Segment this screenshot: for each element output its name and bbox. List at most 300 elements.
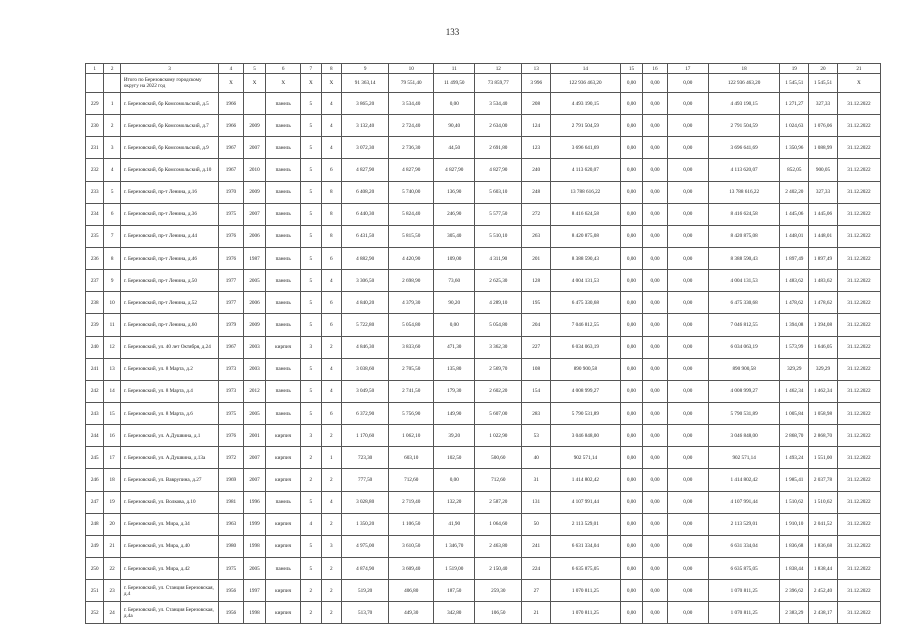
cell-col-13: 31 [522, 469, 551, 491]
page-number: 133 [445, 27, 460, 37]
cell-col-13: 248 [522, 181, 551, 203]
cell-col-12: 1 022,90 [475, 425, 522, 447]
cell-col-15: 0,00 [620, 469, 643, 491]
cell-col-7: 5 [301, 115, 321, 137]
cell-col-1: 1 [86, 64, 104, 74]
cell-col-21: X [837, 74, 880, 93]
cell-col-6: панель [266, 181, 301, 203]
cell-col-1: 230 [86, 115, 104, 137]
cell-col-18: 6 635 875,05 [708, 557, 780, 579]
cell-col-10: 449,30 [389, 602, 434, 624]
cell-col-13: 123 [522, 137, 551, 159]
cell-col-15: 0,00 [620, 358, 643, 380]
cell-col-19: 2 402,20 [780, 181, 809, 203]
cell-col-3: г. Березовский, ул. 8 Марта, д.4 [120, 380, 218, 402]
cell-col-16: 0,00 [643, 314, 668, 336]
cell-col-20: 2 452,40 [809, 580, 838, 602]
cell-col-18: 3 046 848,00 [708, 425, 780, 447]
cell-col-19: 1 024,63 [780, 115, 809, 137]
cell-col-13: 27 [522, 580, 551, 602]
cell-col-5: 2005 [243, 557, 266, 579]
cell-col-4: 1979 [219, 314, 244, 336]
cell-col-13: 241 [522, 535, 551, 557]
cell-col-10: 4 420,90 [389, 247, 434, 269]
cell-col-15: 0,00 [620, 314, 643, 336]
cell-col-13: 108 [522, 358, 551, 380]
cell-col-20: 1 838,44 [809, 557, 838, 579]
cell-col-18: 7 046 812,55 [708, 314, 780, 336]
cell-col-14: 2 791 504,59 [551, 115, 621, 137]
cell-col-15: 0,00 [620, 491, 643, 513]
cell-col-6: панель [266, 314, 301, 336]
cell-col-16: 0,00 [643, 247, 668, 269]
cell-col-21: 31.12.2022 [837, 314, 880, 336]
cell-col-2: 17 [104, 447, 120, 469]
cell-col-7: 7 [301, 64, 321, 74]
cell-col-6: кирпич [266, 580, 301, 602]
cell-col-8: 4 [321, 380, 341, 402]
cell-col-4: 1967 [219, 159, 244, 181]
cell-col-10: 5 815,50 [389, 225, 434, 247]
cell-col-19: 1 510,62 [780, 491, 809, 513]
cell-col-19: 852,05 [780, 159, 809, 181]
cell-col-18: 4 493 190,15 [708, 93, 780, 115]
cell-col-21: 31.12.2022 [837, 535, 880, 557]
cell-col-2: 2 [104, 115, 120, 137]
cell-col-21: 31.12.2022 [837, 270, 880, 292]
cell-col-17: 0,00 [667, 358, 708, 380]
cell-col-17: 0,00 [667, 93, 708, 115]
cell-col-15: 0,00 [620, 159, 643, 181]
cell-col-16: 0,00 [643, 137, 668, 159]
cell-col-21: 31.12.2022 [837, 580, 880, 602]
cell-col-19: 329,29 [780, 358, 809, 380]
cell-col-1: 245 [86, 447, 104, 469]
cell-col-8: 2 [321, 580, 341, 602]
cell-col-16: 0,00 [643, 225, 668, 247]
cell-col-3: г. Березовский, пр-т Ленина, д.16 [120, 181, 218, 203]
cell-col-17: 0,00 [667, 225, 708, 247]
cell-col-21: 21 [837, 64, 880, 74]
cell-col-12: 500,60 [475, 447, 522, 469]
cell-col-3: г. Березовский, ул. Станция Березовская, д.4 [120, 580, 218, 602]
table-row [86, 270, 881, 292]
cell-col-8: 1 [321, 447, 341, 469]
cell-col-16: 0,00 [643, 270, 668, 292]
cell-col-1: 246 [86, 469, 104, 491]
cell-col-9: 5 722,80 [342, 314, 389, 336]
cell-col-20: 1 445,06 [809, 203, 838, 225]
cell-col-5: 1999 [243, 513, 266, 535]
cell-col-1: 250 [86, 557, 104, 579]
cell-col-20: 327,33 [809, 93, 838, 115]
cell-col-15: 0,00 [620, 425, 643, 447]
cell-col-7: 5 [301, 225, 321, 247]
cell-col-11: 1 346,70 [434, 535, 475, 557]
cell-col-2: 20 [104, 513, 120, 535]
cell-col-6: кирпич [266, 336, 301, 358]
cell-col-18: 4 113 620,07 [708, 159, 780, 181]
cell-col-2: 21 [104, 535, 120, 557]
cell-col-16: 0,00 [643, 159, 668, 181]
cell-col-10: 3 610,50 [389, 535, 434, 557]
cell-col-18: 18 [708, 64, 780, 74]
cell-col-7: 5 [301, 557, 321, 579]
cell-col-5: 1997 [243, 580, 266, 602]
cell-col-4: 1967 [219, 137, 244, 159]
cell-col-5: 2001 [243, 425, 266, 447]
cell-col-1: 229 [86, 93, 104, 115]
cell-col-1: 249 [86, 535, 104, 557]
cell-col-2: 22 [104, 557, 120, 579]
cell-col-12: 2 150,40 [475, 557, 522, 579]
cell-col-1: 252 [86, 602, 104, 624]
cell-col-16: 0,00 [643, 292, 668, 314]
cell-col-3: г. Березовский, ул. 8 Марта, д.6 [120, 402, 218, 424]
cell-col-12: 259,30 [475, 580, 522, 602]
cell-col-20: 327,33 [809, 181, 838, 203]
cell-col-16: 0,00 [643, 513, 668, 535]
cell-col-15: 0,00 [620, 292, 643, 314]
cell-col-12: 2 587,20 [475, 491, 522, 513]
cell-col-3: г. Березовский, ул. 8 Марта, д.2 [120, 358, 218, 380]
cell-col-8: X [321, 74, 341, 93]
cell-col-2: 9 [104, 270, 120, 292]
cell-col-11: 471,30 [434, 336, 475, 358]
cell-col-10: 406,80 [389, 580, 434, 602]
cell-col-20: 1 646,05 [809, 336, 838, 358]
cell-col-10: 712,60 [389, 469, 434, 491]
cell-col-12: 2 691,80 [475, 137, 522, 159]
cell-col-4: 1966 [219, 115, 244, 137]
cell-col-9: 3 865,20 [342, 93, 389, 115]
cell-col-12: 12 [475, 64, 522, 74]
cell-col-1: 244 [86, 425, 104, 447]
cell-col-21: 31.12.2022 [837, 203, 880, 225]
cell-col-11: 73,60 [434, 270, 475, 292]
cell-col-18: 8 388 590,43 [708, 247, 780, 269]
cell-col-5: 1998 [243, 602, 266, 624]
cell-col-15: 0,00 [620, 557, 643, 579]
cell-col-11: 41,90 [434, 513, 475, 535]
cell-col-18: 13 788 616,22 [708, 181, 780, 203]
cell-col-10: 2 698,90 [389, 270, 434, 292]
cell-col-18: 6 034 063,19 [708, 336, 780, 358]
cell-col-20: 1 478,62 [809, 292, 838, 314]
cell-col-21: 31.12.2022 [837, 469, 880, 491]
cell-col-15: 0,00 [620, 93, 643, 115]
cell-col-17: 0,00 [667, 314, 708, 336]
cell-col-15: 0,00 [620, 203, 643, 225]
table-row [86, 336, 881, 358]
cell-col-6: панель [266, 380, 301, 402]
cell-col-3: г. Березовский, ул. 40 лет Октября, д.24 [120, 336, 218, 358]
cell-col-1 [86, 74, 104, 93]
cell-col-6: кирпич [266, 447, 301, 469]
cell-col-14: 6 475 330,68 [551, 292, 621, 314]
register-body [86, 64, 881, 624]
table-row [86, 247, 881, 269]
cell-col-4: 4 [219, 64, 244, 74]
cell-col-9: 4 882,90 [342, 247, 389, 269]
cell-col-1: 251 [86, 580, 104, 602]
cell-col-14: 8 388 590,43 [551, 247, 621, 269]
cell-col-20: 1 483,62 [809, 270, 838, 292]
cell-col-12: 2 569,70 [475, 358, 522, 380]
cell-col-5: 2007 [243, 447, 266, 469]
cell-col-14: 4 113 620,07 [551, 159, 621, 181]
cell-col-18: 2 113 529,01 [708, 513, 780, 535]
table-row [86, 469, 881, 491]
cell-col-4: 1981 [219, 491, 244, 513]
table-row [86, 602, 881, 624]
cell-col-9: 3 028,80 [342, 491, 389, 513]
cell-col-8: 2 [321, 469, 341, 491]
cell-col-10: 5 756,90 [389, 402, 434, 424]
cell-col-5: 2006 [243, 292, 266, 314]
cell-col-19: 1 493,24 [780, 447, 809, 469]
cell-col-14: 6 631 334,04 [551, 535, 621, 557]
cell-col-18: 3 696 641,69 [708, 137, 780, 159]
cell-col-2: 3 [104, 137, 120, 159]
cell-col-17: 0,00 [667, 74, 708, 93]
cell-col-19: 1 271,27 [780, 93, 809, 115]
cell-col-19: 1 573,99 [780, 336, 809, 358]
cell-col-4: 1956 [219, 580, 244, 602]
cell-col-17: 0,00 [667, 137, 708, 159]
cell-col-8: 4 [321, 93, 341, 115]
table-row [86, 93, 881, 115]
cell-col-7: 5 [301, 535, 321, 557]
cell-col-4: 1973 [219, 358, 244, 380]
cell-col-14: 1 070 811,25 [551, 580, 621, 602]
cell-col-21: 31.12.2022 [837, 447, 880, 469]
cell-col-12: 4 289,10 [475, 292, 522, 314]
cell-col-13: 3 996 [522, 74, 551, 93]
table-row [86, 491, 881, 513]
cell-col-5: 5 [243, 64, 266, 74]
cell-col-19: 1 005,84 [780, 402, 809, 424]
cell-col-2: 5 [104, 181, 120, 203]
cell-col-3: г. Березовский, ул. Мира, д.40 [120, 535, 218, 557]
cell-col-8: 8 [321, 181, 341, 203]
cell-col-4: 1967 [219, 336, 244, 358]
cell-col-12: 106,50 [475, 602, 522, 624]
cell-col-19: 2 868,70 [780, 425, 809, 447]
cell-col-21: 31.12.2022 [837, 402, 880, 424]
cell-col-11: 90,40 [434, 115, 475, 137]
cell-col-7: 2 [301, 469, 321, 491]
cell-col-14: 3 696 641,69 [551, 137, 621, 159]
cell-col-19: 2 383,29 [780, 602, 809, 624]
cell-col-18: 1 414 802,42 [708, 469, 780, 491]
cell-col-1: 232 [86, 159, 104, 181]
cell-col-14: 5 790 531,89 [551, 402, 621, 424]
cell-col-13: 224 [522, 557, 551, 579]
cell-col-8: 4 [321, 137, 341, 159]
cell-col-13: 227 [522, 336, 551, 358]
cell-col-14: 8 416 624,58 [551, 203, 621, 225]
cell-col-7: 5 [301, 292, 321, 314]
cell-col-6: панель [266, 159, 301, 181]
cell-col-8: 6 [321, 159, 341, 181]
cell-col-19: 1 394,08 [780, 314, 809, 336]
cell-col-3: г. Березовский, ул. Ваврупина, д.27 [120, 469, 218, 491]
cell-col-4: X [219, 74, 244, 93]
cell-col-15: 0,00 [620, 380, 643, 402]
cell-col-4: 1956 [219, 602, 244, 624]
cell-col-18: 1 070 811,25 [708, 602, 780, 624]
cell-col-11: 4 827,90 [434, 159, 475, 181]
cell-col-8: 8 [321, 64, 341, 74]
cell-col-19: 1 448,01 [780, 225, 809, 247]
cell-col-13: 40 [522, 447, 551, 469]
cell-col-9: 4 840,20 [342, 292, 389, 314]
cell-col-20: 1 058,98 [809, 402, 838, 424]
cell-col-5: 2005 [243, 270, 266, 292]
cell-col-17: 17 [667, 64, 708, 74]
cell-col-15: 0,00 [620, 602, 643, 624]
cell-col-20: 329,29 [809, 358, 838, 380]
cell-col-3: г. Березовский, ул. Станция Березовская, д.4а [120, 602, 218, 624]
cell-col-20: 1 510,62 [809, 491, 838, 513]
cell-col-13: 201 [522, 247, 551, 269]
cell-col-17: 0,00 [667, 380, 708, 402]
cell-col-8: 6 [321, 314, 341, 336]
cell-col-6: панель [266, 137, 301, 159]
cell-col-4: 1975 [219, 402, 244, 424]
cell-col-21: 31.12.2022 [837, 181, 880, 203]
cell-col-18: 8 416 624,58 [708, 203, 780, 225]
cell-col-9: 3 072,30 [342, 137, 389, 159]
cell-col-4: 1970 [219, 181, 244, 203]
cell-col-19: 1 910,10 [780, 513, 809, 535]
cell-col-20: 1 394,08 [809, 314, 838, 336]
cell-col-13: 154 [522, 380, 551, 402]
cell-col-12: 4 827,90 [475, 159, 522, 181]
cell-col-3: г. Березовский, ул. Мира, д.34 [120, 513, 218, 535]
cell-col-21: 31.12.2022 [837, 602, 880, 624]
cell-col-21: 31.12.2022 [837, 491, 880, 513]
cell-col-15: 0,00 [620, 580, 643, 602]
cell-col-6: кирпич [266, 602, 301, 624]
cell-col-4: 1975 [219, 557, 244, 579]
cell-col-14: 8 420 875,08 [551, 225, 621, 247]
cell-col-16: 0,00 [643, 602, 668, 624]
cell-col-9: 3 049,50 [342, 380, 389, 402]
cell-col-7: 5 [301, 159, 321, 181]
cell-col-10: 4 379,30 [389, 292, 434, 314]
cell-col-14: 1 070 811,25 [551, 602, 621, 624]
cell-col-16: 0,00 [643, 447, 668, 469]
cell-col-2 [104, 74, 120, 93]
cell-col-13: 13 [522, 64, 551, 74]
cell-col-6: кирпич [266, 425, 301, 447]
cell-col-20: 1 088,99 [809, 137, 838, 159]
cell-col-6: панель [266, 491, 301, 513]
cell-col-2: 15 [104, 402, 120, 424]
cell-col-6: панель [266, 93, 301, 115]
cell-col-16: 0,00 [643, 115, 668, 137]
cell-col-21: 31.12.2022 [837, 358, 880, 380]
cell-col-18: 2 791 504,59 [708, 115, 780, 137]
cell-col-5: 2009 [243, 314, 266, 336]
cell-col-7: 5 [301, 181, 321, 203]
cell-col-19: 1 445,06 [780, 203, 809, 225]
cell-col-20: 1 462,34 [809, 380, 838, 402]
cell-col-10: 2 741,50 [389, 380, 434, 402]
cell-col-17: 0,00 [667, 270, 708, 292]
cell-col-16: 0,00 [643, 93, 668, 115]
cell-col-6: кирпич [266, 535, 301, 557]
cell-col-11: 109,00 [434, 247, 475, 269]
cell-col-9: 723,30 [342, 447, 389, 469]
cell-col-15: 0,00 [620, 336, 643, 358]
cell-col-11: 11 [434, 64, 475, 74]
cell-col-5: 2005 [243, 402, 266, 424]
cell-col-19: 2 396,62 [780, 580, 809, 602]
cell-col-11: 136,90 [434, 181, 475, 203]
cell-col-16: 0,00 [643, 203, 668, 225]
cell-col-15: 0,00 [620, 447, 643, 469]
cell-col-1: 241 [86, 358, 104, 380]
cell-col-12: 5 603,10 [475, 181, 522, 203]
cell-col-3: г. Березовский, ул. Мира, д.42 [120, 557, 218, 579]
cell-col-1: 242 [86, 380, 104, 402]
cell-col-7: 2 [301, 447, 321, 469]
cell-col-16: 0,00 [643, 425, 668, 447]
cell-col-8: 2 [321, 425, 341, 447]
cell-col-7: 5 [301, 402, 321, 424]
cell-col-2: 2 [104, 64, 120, 74]
cell-col-13: 283 [522, 402, 551, 424]
cell-col-17: 0,00 [667, 181, 708, 203]
cell-col-5 [243, 93, 266, 115]
cell-col-13: 204 [522, 314, 551, 336]
cell-col-10: 3 609,40 [389, 557, 434, 579]
cell-col-8: 2 [321, 602, 341, 624]
cell-col-10: 5 824,40 [389, 203, 434, 225]
cell-col-2: 12 [104, 336, 120, 358]
cell-col-11: 187,50 [434, 580, 475, 602]
cell-col-4: 1969 [219, 469, 244, 491]
cell-col-20: 1 836,68 [809, 535, 838, 557]
cell-col-13: 21 [522, 602, 551, 624]
cell-col-4: 1963 [219, 513, 244, 535]
cell-col-21: 31.12.2022 [837, 513, 880, 535]
cell-col-16: 0,00 [643, 491, 668, 513]
cell-col-7: 5 [301, 491, 321, 513]
cell-col-6: панель [266, 247, 301, 269]
cell-col-12: 2 625,30 [475, 270, 522, 292]
cell-col-9: 3 038,60 [342, 358, 389, 380]
cell-col-17: 0,00 [667, 159, 708, 181]
cell-col-1: 243 [86, 402, 104, 424]
cell-col-15: 0,00 [620, 74, 643, 93]
cell-col-18: 890 900,58 [708, 358, 780, 380]
cell-col-17: 0,00 [667, 115, 708, 137]
cell-col-18: 5 790 531,89 [708, 402, 780, 424]
cell-col-13: 53 [522, 425, 551, 447]
cell-col-4: 1973 [219, 380, 244, 402]
cell-col-21: 31.12.2022 [837, 225, 880, 247]
cell-col-9: 6 431,50 [342, 225, 389, 247]
table-row [86, 358, 881, 380]
cell-col-9: 4 975,00 [342, 535, 389, 557]
cell-col-2: 6 [104, 203, 120, 225]
cell-col-9: 91 363,14 [342, 74, 389, 93]
cell-col-10: 1 062,10 [389, 425, 434, 447]
